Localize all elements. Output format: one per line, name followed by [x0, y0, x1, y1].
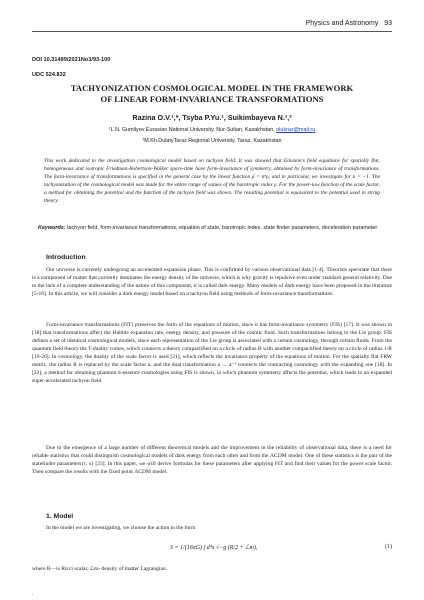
author-email-link[interactable]: olukraz@mail.ru: [276, 127, 316, 133]
abstract: This work dedicated to the investigation cosmological model based on tachyon field. It was showed that Einstein's field equations for spatially flat, homogeneous and isotropic Friedman-Robertson-Walker space-time have form-invariance of symmetry, obtained by form-invariance of transformations. The form-invariance of transformations is specified in the general case by the linear function ρ̄ = nⁿρ, and in particular, we investigate for n = −1. The tachyonization of the cosmological model was made for the entire range of values of the barotropic index γ. For the power-law function of the scale factor, a method for obtaining the potential and the function of the tachyon field was shown. The resulting potential is equivalent to the potential used in string theory.: [44, 158, 380, 204]
equation-body: S = 1/(16πG) ∫ d⁴x √−g (R/2 + ℒm),: [170, 545, 258, 551]
page-number: 93: [384, 20, 392, 27]
running-header: [306, 20, 392, 27]
keywords-text: tachyon field, form-invariance transformations, equation of state, barotropic index, state finder parameters, deceleration parameter.: [67, 225, 379, 231]
doi-line: DOI 10.31489/2021No3/93-100: [32, 57, 111, 63]
keywords-label: Keywords:: [38, 225, 66, 231]
paragraph-model-1: In the model we are investigating, we choose the action in the form: [46, 525, 196, 531]
title-line-1: TACHYONIZATION COSMOLOGICAL MODEL IN THE FRAMEWORK: [70, 83, 354, 93]
equation-number: (1): [385, 544, 392, 550]
author-list: Razina O.V.¹,*, Tsyba P.Yu.¹, Suikimbayeva N.¹,²: [132, 113, 292, 122]
equation-1: [32, 541, 392, 557]
paper-page: [32, 0, 392, 600]
title-line-2: OF LINEAR FORM-INVARIANCE TRANSFORMATIONS: [100, 94, 324, 104]
section-heading-introduction: Introduction: [46, 254, 86, 261]
paragraph-intro-3: Due to the emergence of a large number of different theoretical models and the improvement in the reliability of observational data, there is a need for reliable statistics that could distinguish cosmological models of dark energy from each other and from the ΛCDM model. One of these statistics is the pair of the statefinder parameters{r, s} [23]. In this paper, we will derive formulas for these parameters after applying FIT and find their values for the power scale factor. Then compare the results with the fixed point ΛCDM model.: [32, 445, 392, 475]
udc-line: UDC 524.832: [32, 72, 66, 78]
affiliation-1: [32, 127, 392, 133]
section-heading-model: 1. Model: [46, 513, 74, 520]
footer-mark: .: [32, 592, 34, 597]
keywords: [38, 225, 382, 233]
paragraph-intro-2: Form-invariance transformations (FIT) preserves the form of the equations of motion, since it has form-invariance symmetry (FIS) [17]. It was shown in [18] that transformations affect the Hubble expansion rate, energy density, and pressure of the cosmic fluid. Such transformations belong to the Lie group. FIS defines a set of identical cosmological models, since each representation of the Lie group is associated with a certain cosmology, through certain fluids. From the quantum field theory the T-duality comes, which connects a theory compactified on a circle of radius R with another compactified theory on a circle of radius 1/R [19-20]. In cosmology, the duality of the scale factor is used [21], which reflects the invariance property of the equations of motion. For the spatially flat FRW metric, the radius R is replaced by the scale factor a, and the dual transformation a → a⁻¹ connects the contracting cosmology with the expanding one [18]. In [22], a method for obtaining phantom k-essence cosmologies using FIS is shown, in which phantom symmetry affects the potential, which leads to an expanded super-accelerated tachyon field.: [32, 322, 392, 384]
paper-title: [32, 83, 392, 105]
paragraph-model-2: where R—is Ricci scalar, ℒm- density of matter Lagrangian.: [32, 566, 168, 572]
affiliation-2: ²M.Kh.DulatyTaraz Regional University, Taraz, Kazakhstan: [142, 138, 282, 144]
paragraph-intro-1: Our universe is currently undergoing an accelerated expansion phase. This is confirmed by various observational data [1-4]. Theorists speculate that there is a component of matter that currently dominates the energy density of the universe, which is why gravity is repulsive even under standard general relativity. Due to the lack of a complete understanding of the nature of this component, it is called dark energy. Many models of dark energy have been proposed in the literature [5-16]. In this article, we will consider a dark energy model based on a tachyon field using methods of form-invariance transformations.: [32, 267, 392, 297]
journal-name: Physics and Astronomy: [305, 20, 379, 27]
affiliation-1-text: ¹L.N. Gumilyov Eurasian National University, Nur-Sultan, Kazakhstan,: [108, 127, 275, 133]
header-rule: [32, 31, 392, 32]
